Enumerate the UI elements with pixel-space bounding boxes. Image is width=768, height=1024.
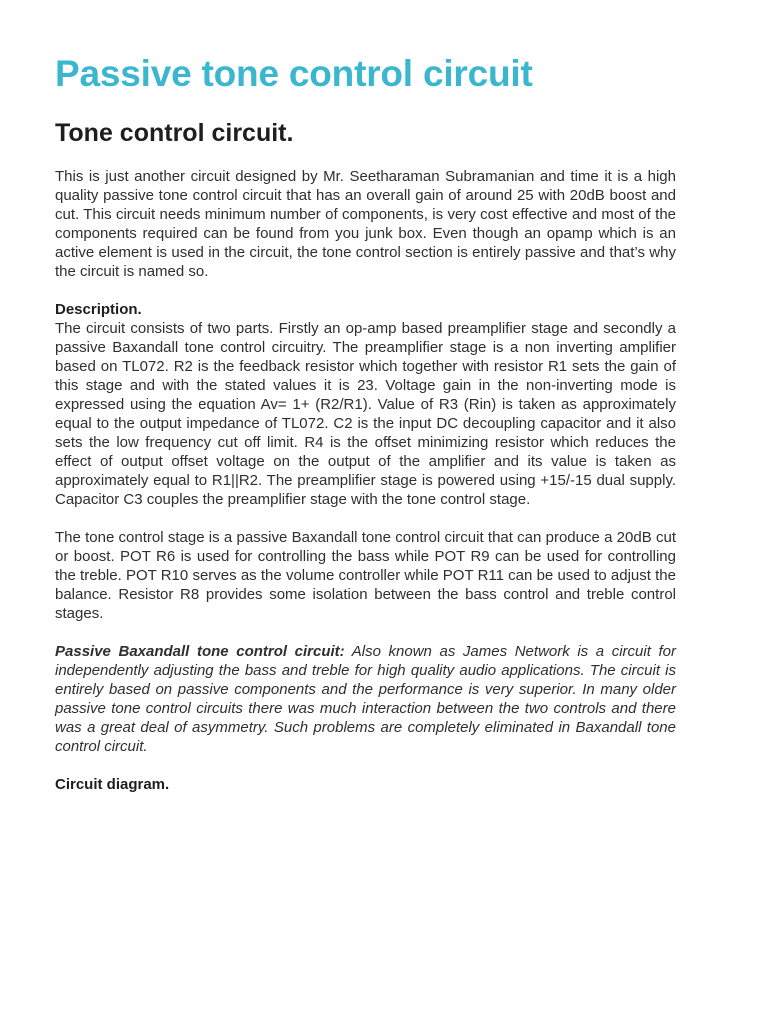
description-paragraph: The circuit consists of two parts. Firstly an op-amp based preamplifier stage and secondly a passive Baxandall tone control circuitry. The preamplifier stage is a non inverting amplifier based on TL072. R2 is the feedback resistor which together with resistor R1 sets the gain of this stage and with the stated values it is 23. Voltage gain in the non-inverting mode is expressed using the equation Av= 1+ (R2/R1). Value of R3 (Rin) is taken as approximately equal to the output impedance of TL072. C2 is the input DC decoupling capacitor and it also sets the low frequency cut off limit. R4 is the offset minimizing resistor which reduces the effect of output offset voltage on the output of the amplifier and its value is taken as approximately equal to R1||R2. The preamplifier stage is powered using +15/-15 dual supply. Capacitor C3 couples the preamplifier stage with the tone control stage. [55,320,676,508]
tone-stage-paragraph: The tone control stage is a passive Baxandall tone control circuit that can produce a 20dB cut or boost. POT R6 is used for controlling the bass while POT R9 can be used for controlling the treble. POT R10 serves as the volume controller while POT R11 can be used to adjust the balance. Resistor R8 provides some isolation between the bass control and treble control stages. [55,529,676,622]
document-page [55,0,676,794]
baxandall-lead: Passive Baxandall tone control circuit: [55,643,345,660]
description-heading: Description. [55,301,142,318]
baxandall-paragraph [55,642,676,756]
page-title: Passive tone control circuit [55,53,533,94]
section-subtitle: Tone control circuit. [55,119,294,147]
description-section [55,300,676,509]
baxandall-body: Also known as James Network is a circuit for independently adjusting the bass and treble for high quality audio applications. The circuit is entirely based on passive components and the performance is very superior. In many older passive tone control circuits there was much interaction between the two controls and there was a great deal of asymmetry. Such problems are completely eliminated in Baxandall tone control circuit. [55,643,677,755]
intro-paragraph: This is just another circuit designed by Mr. Seetharaman Subramanian and time it is a high quality passive tone control circuit that has an overall gain of around 25 with 20dB boost and cut. This circuit needs minimum number of components, is very cost effective and most of the components required can be found from you junk box. Even though an opamp which is an active element is used in the circuit, the tone control section is entirely passive and that’s why the circuit is named so. [55,168,676,280]
diagram-section [55,775,676,794]
circuit-diagram-heading: Circuit diagram. [55,776,170,793]
